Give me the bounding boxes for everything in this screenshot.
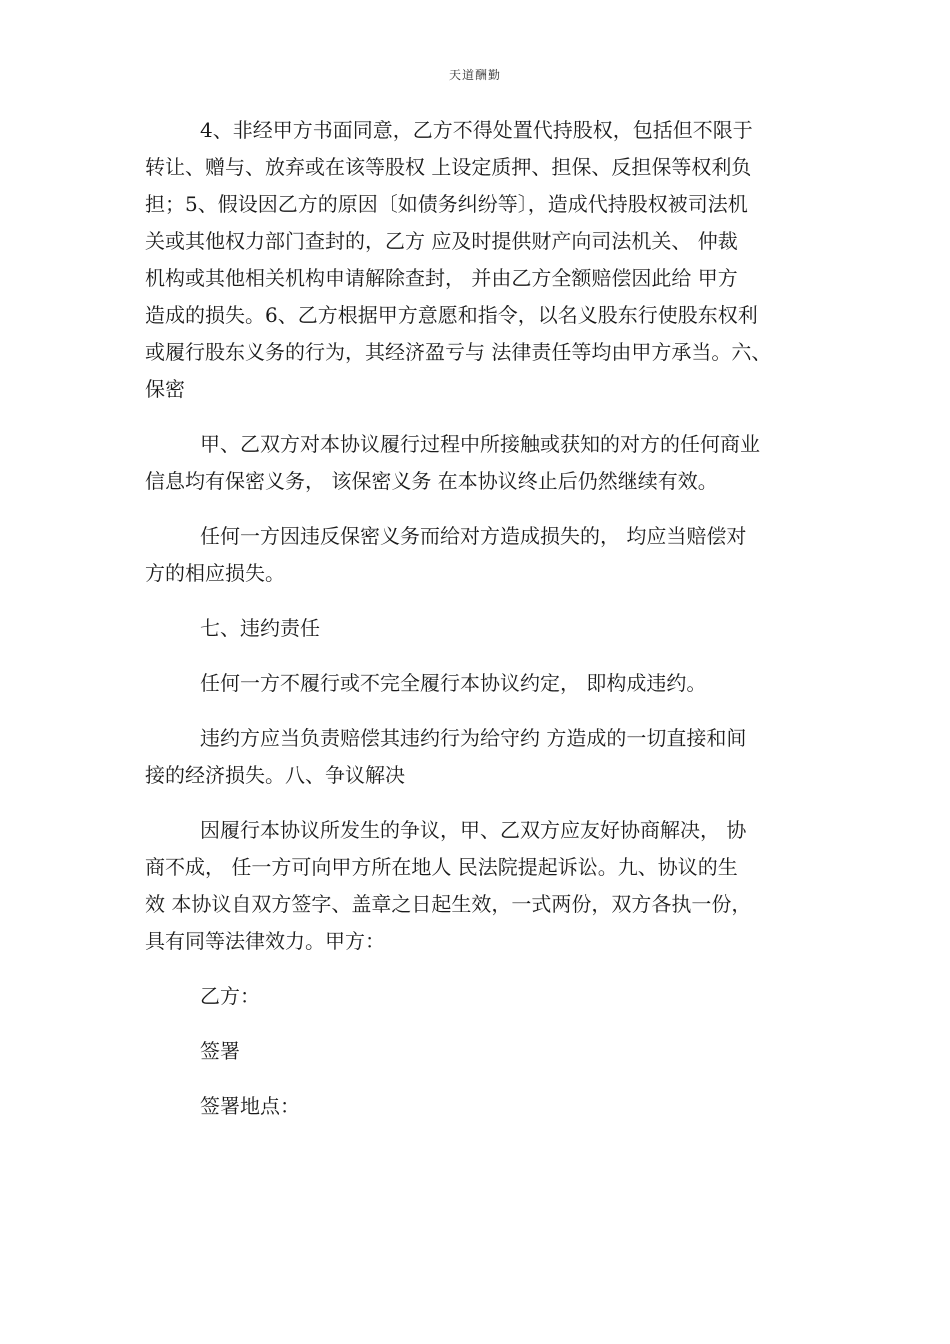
text-line: 造成的损失。6、乙方根据甲方意愿和指令，以名义股东行使股东权利 — [145, 303, 758, 327]
text-line: 或履行股东义务的行为，其经济盈亏与 法律责任等均由甲方承当。六、 — [145, 340, 772, 364]
paragraph-dispute-and-effect — [145, 812, 825, 960]
text-line: 七、违约责任 — [200, 616, 320, 640]
text-line: 保密 — [145, 377, 185, 401]
text-line: 任何一方不履行或不完全履行本协议约定， 即构成违约。 — [200, 671, 707, 695]
text-line: 关或其他权力部门查封的，乙方 应及时提供财产向司法机关、 仲裁 — [145, 229, 738, 253]
text-line: 方的相应损失。 — [145, 561, 285, 585]
section-heading-breach — [145, 610, 825, 647]
text-line: 任何一方因违反保密义务而给对方造成损失的， 均应当赔偿对 — [200, 524, 747, 548]
document-body — [145, 112, 825, 1143]
text-line: 4、非经甲方书面同意，乙方不得处置代持股权，包括但不限于 — [200, 118, 753, 142]
signature-party-b — [145, 978, 825, 1015]
text-line: 商不成， 任一方可向甲方所在地人 民法院提起诉讼。九、协议的生 — [145, 855, 738, 879]
text-line: 具有同等法律效力。甲方： — [145, 929, 385, 953]
page-header: 天道酬勤 — [448, 68, 501, 82]
text-line: 签署地点： — [200, 1094, 300, 1118]
text-line: 担；5、假设因乙方的原因〔如债务纠纷等〕，造成代持股权被司法机 — [145, 192, 748, 216]
text-line: 因履行本协议所发生的争议，甲、乙双方应友好协商解决， 协 — [200, 818, 747, 842]
paragraph-breach-definition — [145, 665, 825, 702]
signature-sign — [145, 1033, 825, 1070]
text-line: 信息均有保密义务， 该保密义务 在本协议终止后仍然继续有效。 — [145, 469, 718, 493]
text-line: 接的经济损失。八、争议解决 — [145, 763, 405, 787]
paragraph-clause-4-6 — [145, 112, 825, 408]
text-line: 违约方应当负责赔偿其违约行为给守约 方造成的一切直接和间 — [200, 726, 747, 750]
signature-place — [145, 1088, 825, 1125]
text-line: 甲、乙双方对本协议履行过程中所接触或获知的对方的任何商业 — [200, 432, 760, 456]
paragraph-confidentiality — [145, 426, 825, 500]
paragraph-compensation — [145, 518, 825, 592]
paragraph-breach-liability — [145, 720, 825, 794]
text-line: 转让、赠与、放弃或在该等股权 上设定质押、担保、反担保等权利负 — [145, 155, 752, 179]
text-line: 效 本协议自双方签字、盖章之日起生效，一式两份，双方各执一份， — [145, 892, 752, 916]
text-line: 签署 — [200, 1039, 240, 1063]
text-line: 机构或其他相关机构申请解除查封， 并由乙方全额赔偿因此给 甲方 — [145, 266, 738, 290]
text-line: 乙方： — [200, 984, 260, 1008]
